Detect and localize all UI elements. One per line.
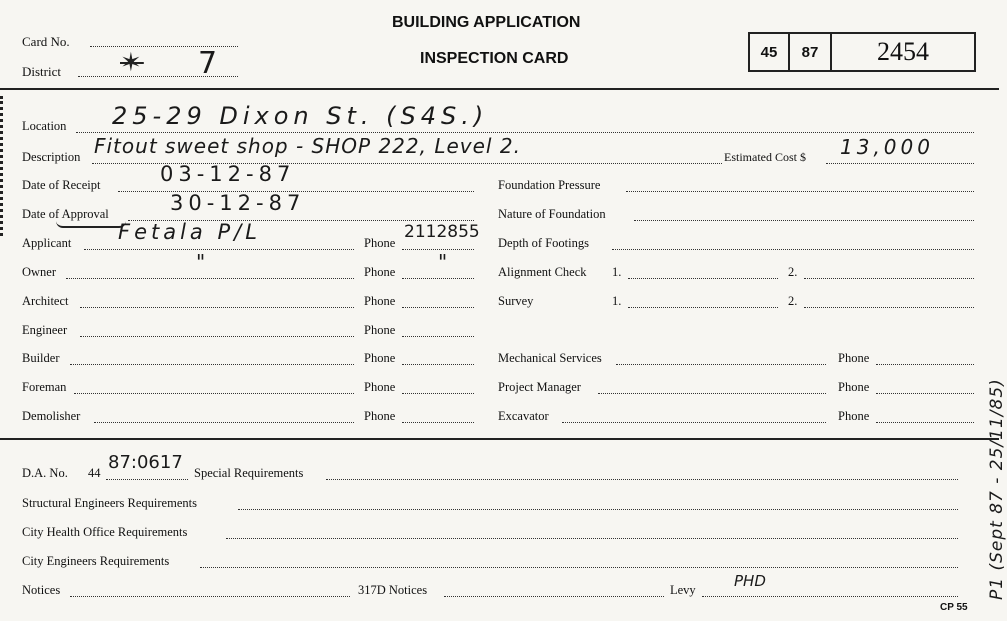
project-manager-phone-label: Phone — [838, 380, 870, 394]
excavator-phone-line — [876, 420, 974, 423]
location-label: Location — [22, 119, 67, 133]
da-value: 87:0617 — [108, 452, 183, 473]
engineer-line — [80, 334, 354, 337]
district-value: 7 — [198, 46, 220, 81]
excavator-label: Excavator — [498, 409, 549, 423]
alignment-line-1 — [628, 276, 778, 279]
description-value: Fitout sweet shop - SHOP 222, Level 2. — [94, 134, 521, 158]
mechanical-label: Mechanical Services — [498, 351, 602, 365]
year-box-1: 45 — [748, 32, 790, 72]
alignment-num-2: 2. — [788, 265, 798, 279]
builder-label: Builder — [22, 351, 60, 365]
excavator-line — [562, 420, 826, 423]
approval-underline-mark — [56, 221, 126, 228]
district-struck-value: ✶ — [120, 48, 144, 78]
mechanical-phone-label: Phone — [838, 351, 870, 365]
applicant-value: Fetala P/L — [118, 220, 261, 244]
header-divider — [0, 88, 999, 90]
binding-marks — [0, 96, 7, 236]
year-box-2: 87 — [788, 32, 832, 72]
foreman-phone-label: Phone — [364, 380, 396, 394]
demolisher-line — [94, 420, 354, 423]
project-manager-phone-line — [876, 391, 974, 394]
mechanical-line — [616, 362, 826, 365]
nature-foundation-line — [634, 218, 974, 221]
title-line-2: INSPECTION CARD — [420, 50, 569, 67]
date-approval-value: 30-12-87 — [170, 191, 306, 215]
owner-label: Owner — [22, 265, 57, 279]
architect-label: Architect — [22, 294, 69, 308]
project-manager-line — [598, 391, 826, 394]
survey-label: Survey — [498, 294, 534, 308]
foreman-label: Foreman — [22, 380, 67, 394]
city-eng-line — [200, 565, 958, 568]
engineer-label: Engineer — [22, 323, 68, 337]
depth-footings-label: Depth of Footings — [498, 236, 589, 250]
excavator-phone-label: Phone — [838, 409, 870, 423]
depth-footings-line — [612, 247, 974, 250]
notices-line — [70, 594, 350, 597]
health-line — [226, 536, 958, 539]
alignment-line-2 — [804, 276, 974, 279]
card-no-label: Card No. — [22, 34, 70, 49]
project-manager-label: Project Manager — [498, 380, 581, 394]
side-note-container — [975, 378, 1007, 600]
foreman-phone-line — [402, 391, 474, 394]
notices-317d-line — [444, 594, 664, 597]
card-number-box: 2454 — [830, 32, 976, 72]
survey-line-2 — [804, 305, 974, 308]
special-line — [326, 477, 958, 480]
levy-line — [702, 594, 958, 597]
builder-phone-line — [402, 362, 474, 365]
notices-label: Notices — [22, 583, 61, 597]
da-label: D.A. No. — [22, 466, 68, 480]
estimated-cost-line — [826, 161, 974, 164]
foundation-pressure-label: Foundation Pressure — [498, 178, 601, 192]
demolisher-phone-label: Phone — [364, 409, 396, 423]
applicant-phone-value: 2112855 — [404, 222, 480, 242]
owner-value: " — [196, 250, 208, 274]
architect-phone-line — [402, 305, 474, 308]
special-label: Special Requirements — [194, 466, 304, 480]
city-eng-label: City Engineers Requirements — [22, 554, 170, 568]
applicant-line — [84, 247, 354, 250]
engineer-phone-line — [402, 334, 474, 337]
location-line — [76, 130, 974, 133]
mechanical-phone-line — [876, 362, 974, 365]
survey-num-1: 1. — [612, 294, 622, 308]
da-line — [106, 477, 188, 480]
nature-foundation-label: Nature of Foundation — [498, 207, 606, 221]
owner-line — [66, 276, 354, 279]
foreman-line — [74, 391, 354, 394]
architect-phone-label: Phone — [364, 294, 396, 308]
survey-num-2: 2. — [788, 294, 798, 308]
alignment-check-label: Alignment Check — [498, 265, 587, 279]
alignment-num-1: 1. — [612, 265, 622, 279]
date-receipt-value: 03-12-87 — [160, 162, 296, 186]
side-note: P1 (Sept 87 - 25/11/85) — [987, 378, 1007, 600]
form-code: CP 55 — [940, 602, 968, 613]
applicant-phone-label: Phone — [364, 236, 396, 250]
notices-317d-label: 317D Notices — [358, 583, 428, 597]
description-label: Description — [22, 150, 81, 164]
levy-label: Levy — [670, 583, 696, 597]
da-prefix: 44 — [88, 466, 101, 480]
foundation-pressure-line — [626, 189, 974, 192]
engineer-phone-label: Phone — [364, 323, 396, 337]
location-value: 25-29 Dixon St. (S4S.) — [112, 102, 489, 130]
structural-line — [238, 507, 958, 510]
survey-line-1 — [628, 305, 778, 308]
levy-value: PHD — [734, 572, 766, 590]
district-label: District — [22, 64, 61, 79]
title-line-1: BUILDING APPLICATION — [392, 14, 581, 31]
builder-phone-label: Phone — [364, 351, 396, 365]
demolisher-phone-line — [402, 420, 474, 423]
owner-phone-line — [402, 276, 474, 279]
date-receipt-label: Date of Receipt — [22, 178, 101, 192]
estimated-cost-label: Estimated Cost $ — [724, 150, 806, 164]
date-approval-label: Date of Approval — [22, 207, 109, 221]
applicant-label: Applicant — [22, 236, 72, 250]
owner-phone-label: Phone — [364, 265, 396, 279]
architect-line — [80, 305, 354, 308]
health-label: City Health Office Requirements — [22, 525, 188, 539]
section-divider — [0, 438, 999, 440]
structural-label: Structural Engineers Requirements — [22, 496, 197, 510]
owner-phone-value: " — [438, 250, 450, 274]
builder-line — [70, 362, 354, 365]
estimated-cost-value: 13,000 — [840, 135, 934, 159]
demolisher-label: Demolisher — [22, 409, 81, 423]
